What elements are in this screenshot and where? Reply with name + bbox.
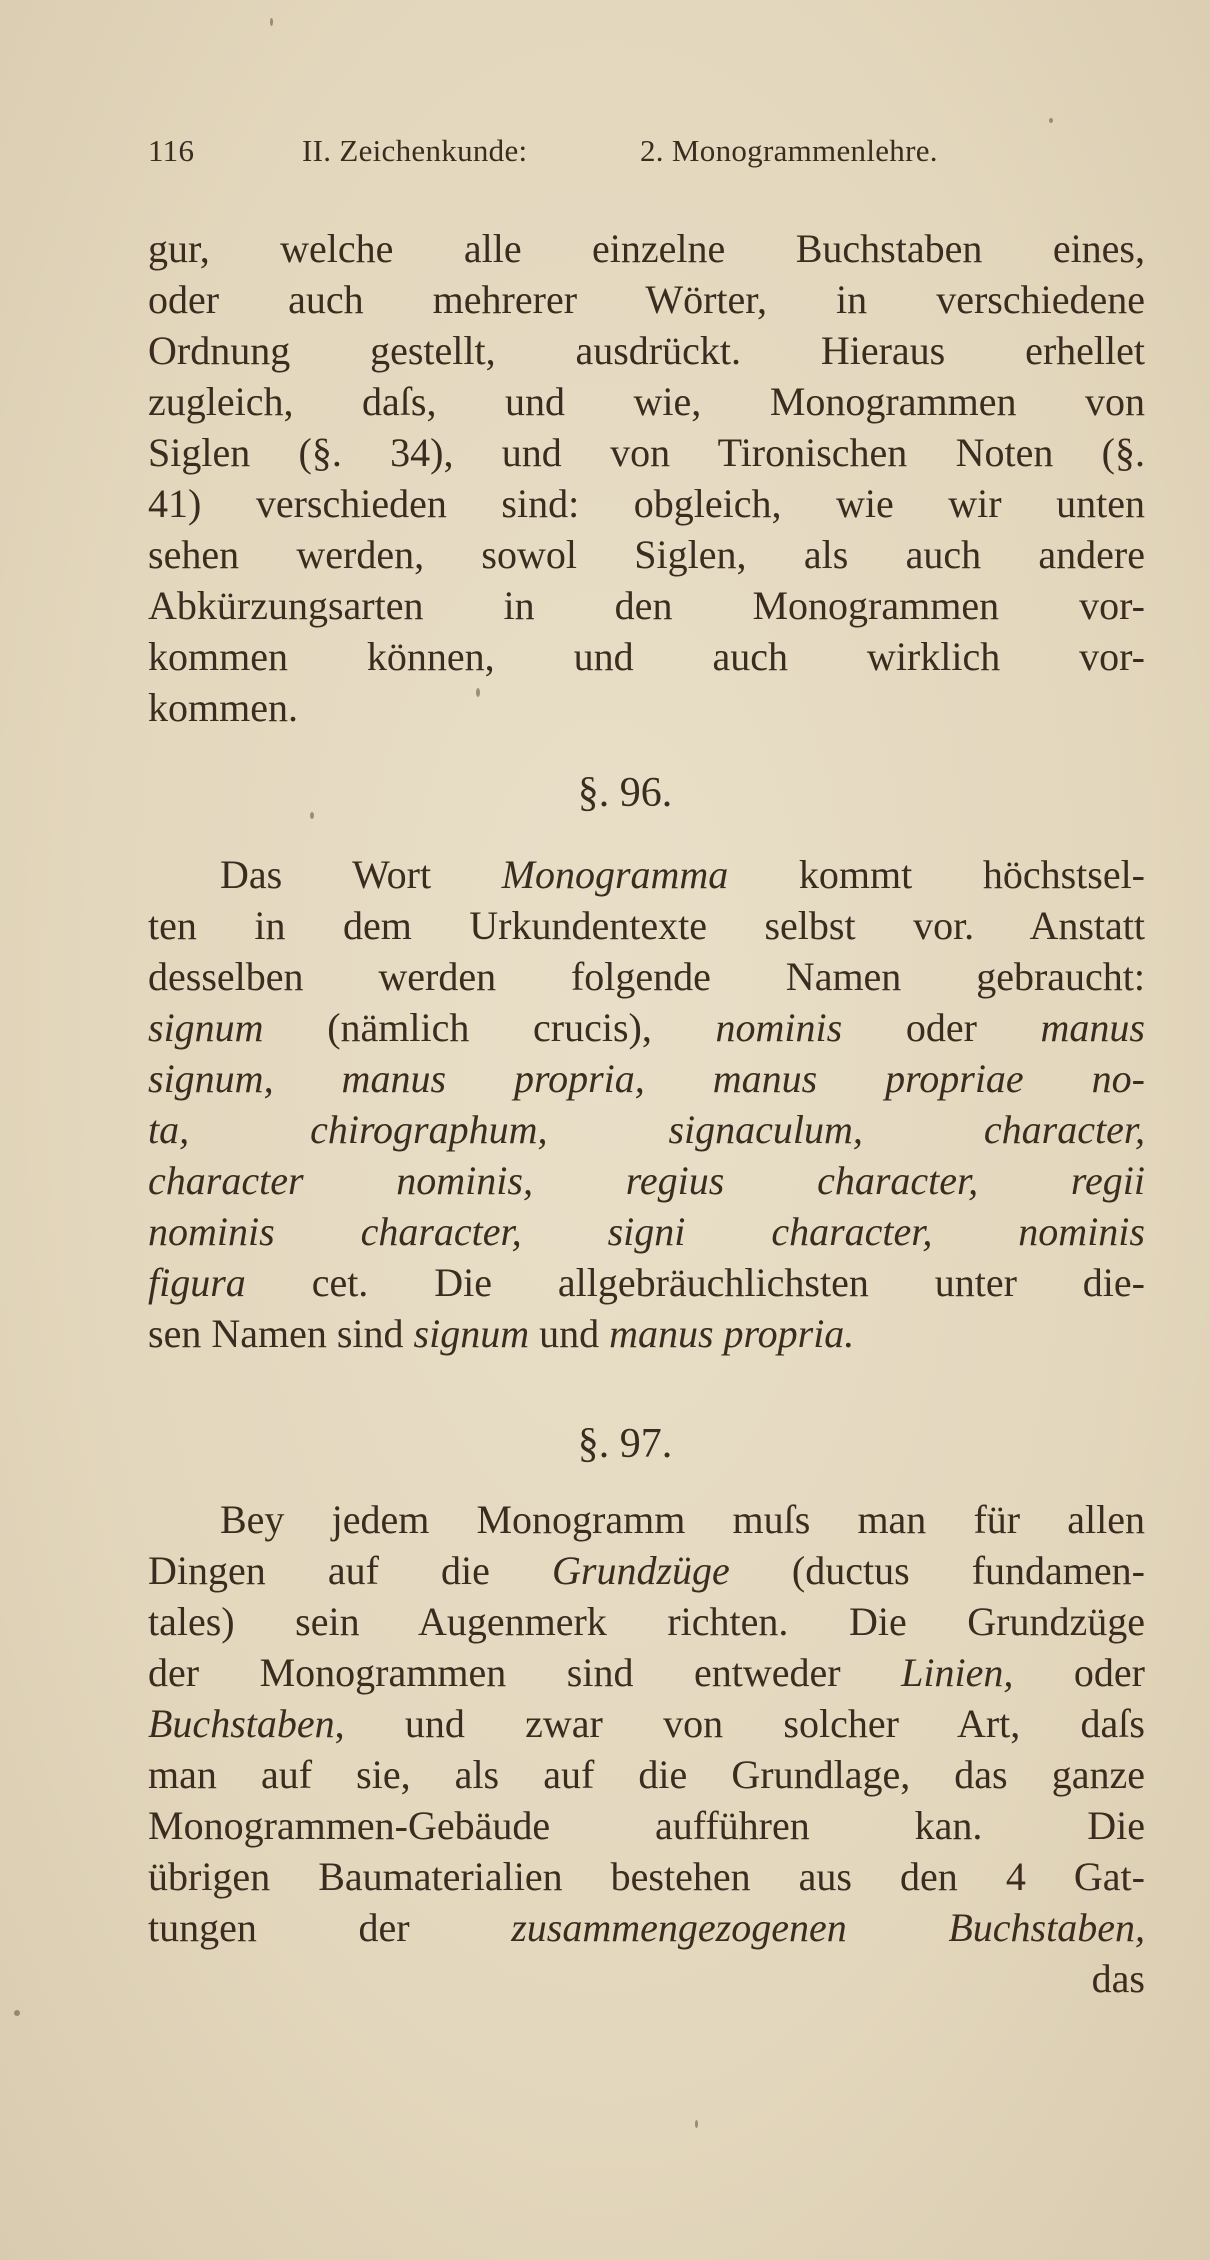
text-run: das (1091, 1956, 1145, 2001)
text-run: oder (1013, 1650, 1145, 1695)
italic-text: signum, manus propria, manus propriae no- (148, 1056, 1145, 1101)
paper-speck (695, 2120, 698, 2128)
italic-text: Buchstaben (148, 1701, 335, 1746)
paper-speck (270, 18, 273, 26)
italic-text: nominis character, signi character, nominis (148, 1209, 1145, 1254)
text-run: Siglen (§. 34), und von Tironischen Noten (§. (148, 430, 1145, 475)
text-run: desselben werden folgende Namen gebraucht: (148, 954, 1145, 999)
text-run: Monogrammen-Gebäude aufführen kan. Die (148, 1803, 1145, 1848)
text-line (148, 1545, 1145, 1596)
text-line (148, 274, 1145, 325)
text-line (148, 1104, 1145, 1155)
text-run: man auf sie, als auf die Grundlage, das ganze (148, 1752, 1145, 1797)
running-head-part: II. Zeichenkunde: (302, 133, 528, 168)
text-line (148, 1902, 1145, 1953)
text-run: oder (842, 1005, 1041, 1050)
text-line (148, 849, 1145, 900)
text-run: und (529, 1311, 610, 1356)
paragraph-continuation (148, 223, 1145, 733)
italic-text: figura (148, 1260, 246, 1305)
text-run: kommt höchstsel- (728, 852, 1146, 897)
text-line (148, 325, 1145, 376)
text-line (148, 682, 1145, 733)
italic-text: ta, chirographum, signaculum, character, (148, 1107, 1145, 1152)
italic-text: zusammengezogenen Buchstaben, (511, 1905, 1145, 1950)
italic-text: character nominis, regius character, regii (148, 1158, 1145, 1203)
text-line (148, 1800, 1145, 1851)
text-line (148, 1002, 1145, 1053)
text-line (148, 1647, 1145, 1698)
text-run: tungen der (148, 1905, 512, 1950)
text-run: oder auch mehrerer Wörter, in verschiedene (148, 277, 1145, 322)
paragraph-section-97 (148, 1494, 1145, 2004)
text-run: sehen werden, sowol Siglen, als auch andere (148, 532, 1145, 577)
text-run: kommen. (148, 685, 298, 730)
text-run: sen Namen sind (148, 1311, 414, 1356)
text-run: (nämlich crucis), (263, 1005, 716, 1050)
paper-speck (14, 2010, 20, 2016)
text-run: 41) verschieden sind: obgleich, wie wir unten (148, 481, 1145, 526)
italic-text: signum (148, 1005, 264, 1050)
page-number: 116 (148, 133, 195, 168)
text-line (148, 478, 1145, 529)
text-run: der Monogrammen sind entweder (148, 1650, 902, 1695)
text-run: , und zwar von solcher Art, daſs (334, 1701, 1145, 1746)
text-line (148, 631, 1145, 682)
text-run: Ordnung gestellt, ausdrückt. Hieraus erhellet (148, 328, 1145, 373)
text-run: Das Wort (220, 852, 502, 897)
text-line (148, 1698, 1145, 1749)
text-run: ten in dem Urkundentexte selbst vor. Anstatt (148, 903, 1145, 948)
paragraph-section-96 (148, 849, 1145, 1359)
text-run: zugleich, daſs, und wie, Monogrammen von (148, 379, 1145, 424)
text-run: Dingen auf die (148, 1548, 552, 1593)
text-line (148, 1206, 1145, 1257)
text-run: (ductus fundamen- (729, 1548, 1145, 1593)
text-line (148, 1953, 1145, 2004)
text-line (148, 1053, 1145, 1104)
text-line (148, 1596, 1145, 1647)
italic-text: nominis (715, 1005, 843, 1050)
text-line (148, 1308, 1145, 1359)
text-line (148, 376, 1145, 427)
text-line (148, 1494, 1145, 1545)
text-run: tales) sein Augenmerk richten. Die Grundzüge (148, 1599, 1145, 1644)
paper-speck (476, 688, 480, 697)
text-run: gur, welche alle einzelne Buchstaben eines, (148, 226, 1145, 271)
italic-text: manus (1040, 1005, 1145, 1050)
text-line (148, 580, 1145, 631)
text-line (148, 1155, 1145, 1206)
text-line (148, 900, 1145, 951)
text-run: übrigen Baumaterialien bestehen aus den 4 Gat- (148, 1854, 1145, 1899)
text-line (148, 1749, 1145, 1800)
italic-text: manus propria. (609, 1311, 855, 1356)
text-line (148, 1257, 1145, 1308)
text-run: kommen können, und auch wirklich vor- (148, 634, 1145, 679)
italic-text: Grundzüge (552, 1548, 730, 1593)
text-line (148, 223, 1145, 274)
text-line (148, 951, 1145, 1002)
text-run: cet. Die allgebräuchlichsten unter die- (245, 1260, 1145, 1305)
text-run: Abkürzungsarten in den Monogrammen vor- (148, 583, 1145, 628)
text-line (148, 529, 1145, 580)
italic-text: Linien, (901, 1650, 1014, 1695)
text-line (148, 1851, 1145, 1902)
paper-speck (1049, 118, 1053, 123)
italic-text: Monogramma (501, 852, 729, 897)
section-heading-97: §. 97. (577, 1421, 673, 1467)
italic-text: signum (413, 1311, 530, 1356)
text-line (148, 427, 1145, 478)
text-run: Bey jedem Monogramm muſs man für allen (220, 1497, 1145, 1542)
section-heading-96: §. 96. (577, 770, 673, 816)
paper-speck (310, 812, 314, 819)
running-head-chapter: 2. Monogrammenlehre. (640, 133, 938, 168)
